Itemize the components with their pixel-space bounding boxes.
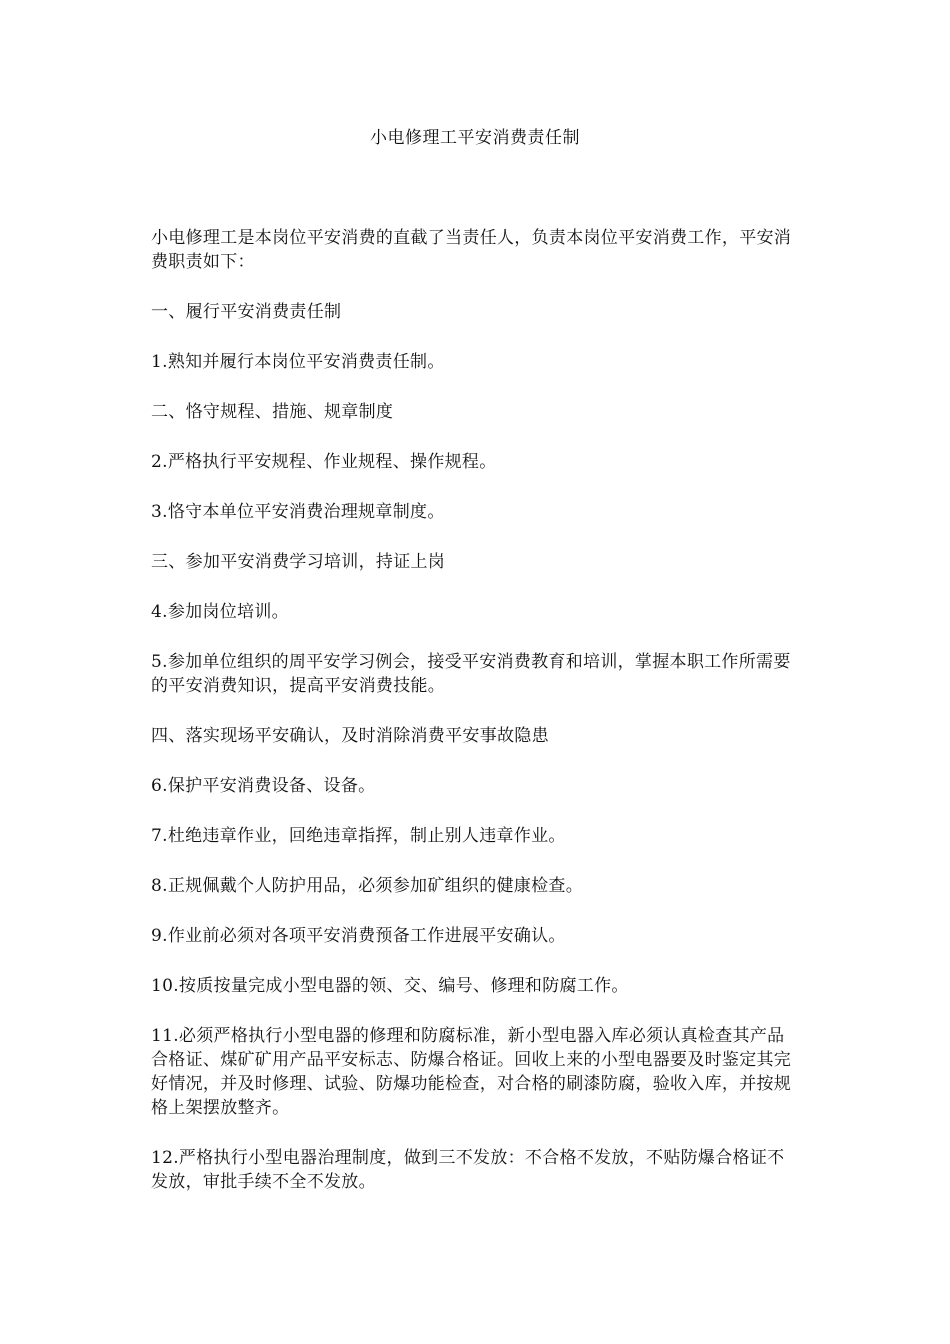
list-item: 10.按质按量完成小型电器的领、交、编号、修理和防腐工作。 <box>151 976 629 996</box>
section-heading-4: 四、落实现场平安确认，及时消除消费平安事故隐患 <box>151 726 549 746</box>
list-item: 2.严格执行平安规程、作业规程、操作规程。 <box>151 452 497 472</box>
section-heading-1: 一、履行平安消费责任制 <box>151 302 342 322</box>
list-item: 6.保护平安消费设备、设备。 <box>151 776 376 796</box>
intro-paragraph: 小电修理工是本岗位平安消费的直截了当责任人，负责本岗位平安消费工作，平安消费职责如下： <box>151 228 792 272</box>
section-heading-3: 三、参加平安消费学习培训，持证上岗 <box>151 552 446 572</box>
list-item: 8.正规佩戴个人防护用品，必须参加矿组织的健康检查。 <box>151 876 584 896</box>
list-item: 11.必须严格执行小型电器的修理和防腐标准，新小型电器入库必须认真检查其产品合格证、煤矿矿用产品平安标志、防爆合格证。回收上来的小型电器要及时鉴定其完好情况，并及时修理、试验、防爆功能检查，对合格的刷漆防腐，验收入库，并按规格上架摆放整齐。 <box>151 1026 792 1118</box>
list-item: 4.参加岗位培训。 <box>151 602 289 622</box>
list-item: 7.杜绝违章作业，回绝违章指挥，制止别人违章作业。 <box>151 826 566 846</box>
list-item: 3.恪守本单位平安消费治理规章制度。 <box>151 502 445 522</box>
document-body <box>151 226 801 1220</box>
section-heading-2: 二、恪守规程、措施、规章制度 <box>151 402 394 422</box>
list-item: 9.作业前必须对各项平安消费预备工作进展平安确认。 <box>151 926 566 946</box>
list-item: 1.熟知并履行本岗位平安消费责任制。 <box>151 352 445 372</box>
document-title: 小电修理工平安消费责任制 <box>370 128 580 148</box>
list-item: 12.严格执行小型电器治理制度，做到三不发放：不合格不发放，不贴防爆合格证不发放，审批手续不全不发放。 <box>151 1148 785 1192</box>
list-item: 5.参加单位组织的周平安学习例会，接受平安消费教育和培训，掌握本职工作所需要的平安消费知识，提高平安消费技能。 <box>151 652 791 696</box>
